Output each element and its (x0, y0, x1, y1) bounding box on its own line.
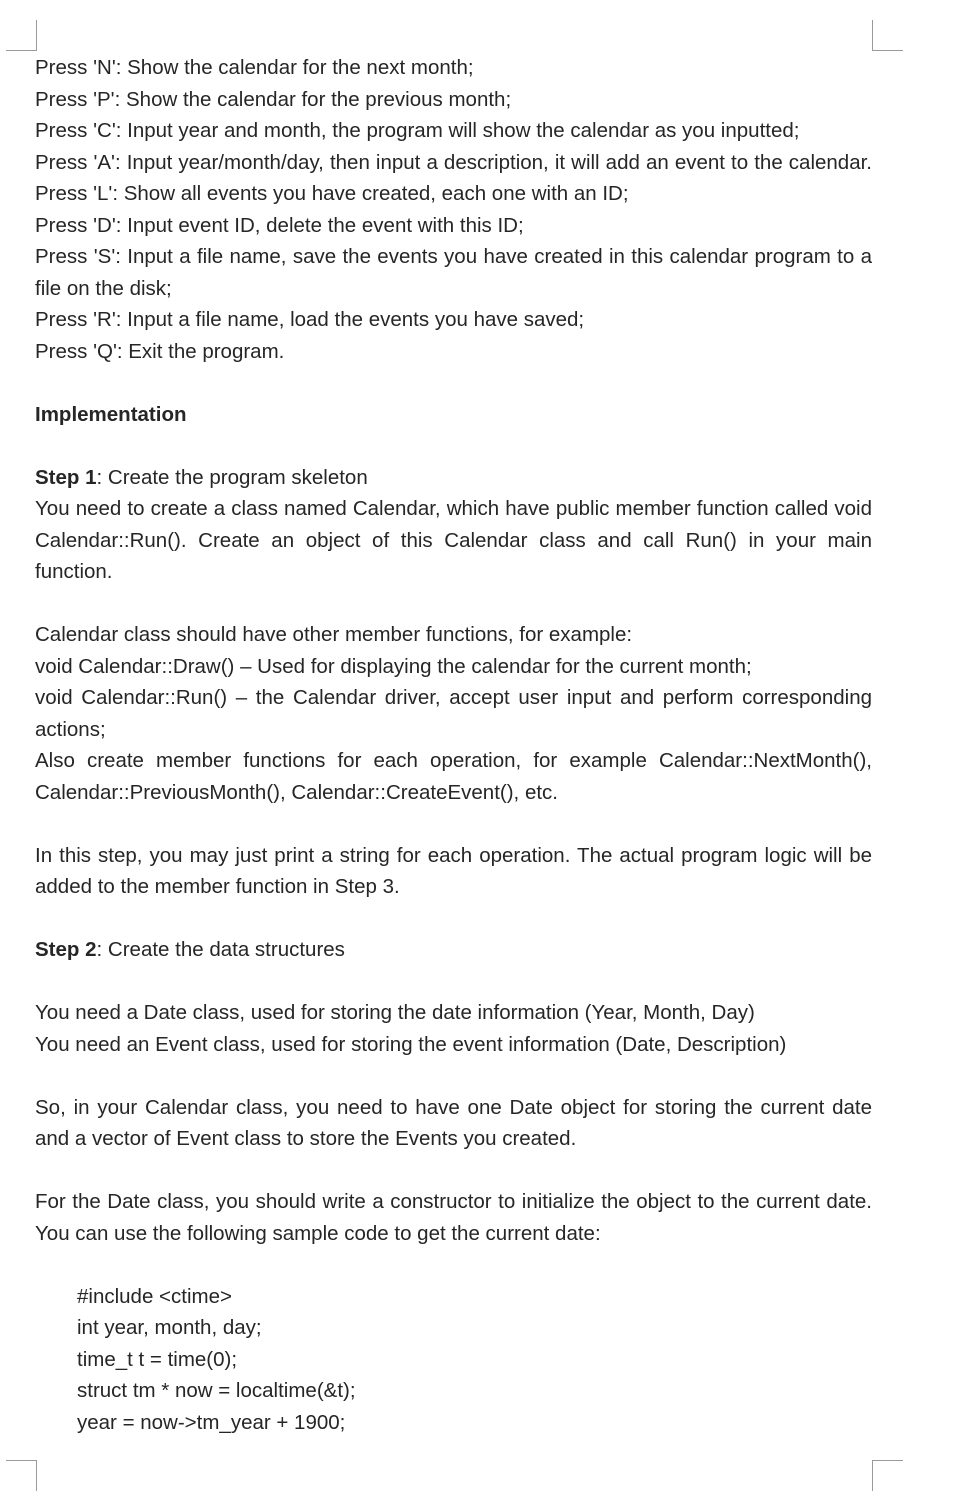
step2-heading (35, 934, 872, 966)
step1-title: : Create the program skeleton (96, 465, 368, 489)
page-corner-mark-top-right (872, 20, 903, 51)
step1-also: Also create member functions for each operation, for example Calendar::NextMonth(), Calendar::PreviousMonth(), Calendar::CreateEvent(), etc. (35, 749, 872, 804)
key-n-line: Press 'N': Show the calendar for the next month; (35, 56, 474, 79)
page-corner-mark-top-left (6, 20, 37, 51)
code-line: struct tm * now = localtime(&t); (77, 1379, 356, 1402)
step1-run: void Calendar::Run() – the Calendar driver, accept user input and perform corresponding actions; (35, 686, 872, 741)
page-corner-mark-bottom-left (6, 1460, 37, 1491)
implementation-heading: Implementation (35, 402, 187, 426)
key-c-line: Press 'C': Input year and month, the program will show the calendar as you inputted; (35, 119, 800, 142)
key-commands-list (35, 52, 872, 367)
step2-calendar-members: So, in your Calendar class, you need to have one Date object for storing the current date and a vector of Event class to store the Events you created. (35, 1095, 872, 1150)
key-q-line: Press 'Q': Exit the program. (35, 339, 285, 363)
page-corner-mark-bottom-right (872, 1460, 903, 1491)
key-p-line: Press 'P': Show the calendar for the previous month; (35, 87, 512, 111)
key-s-line: Press 'S': Input a file name, save the events you have created in this calendar program to a file on the disk; (35, 245, 872, 300)
code-line: time_t t = time(0); (77, 1347, 238, 1371)
code-line: int year, month, day; (77, 1316, 262, 1339)
step1-note: In this step, you may just print a string for each operation. The actual program logic will be added to the member function in Step 3. (35, 843, 872, 898)
step1-intro: You need to create a class named Calendar, which have public member function called void Calendar::Run(). Create an object of this Calendar class and call Run() in your main function. (35, 497, 872, 583)
step2-label: Step 2 (35, 938, 97, 961)
code-sample (35, 1281, 872, 1439)
code-line: #include <ctime> (77, 1284, 232, 1308)
step2-constructor: For the Date class, you should write a constructor to initialize the object to the current date. You can use the following sample code to get the current date: (35, 1190, 872, 1245)
step1-draw: void Calendar::Draw() – Used for displaying the calendar for the current month; (35, 654, 752, 678)
step1-heading (35, 462, 872, 494)
step2-title: : Create the data structures (96, 938, 345, 961)
step2-date-class: You need a Date class, used for storing the date information (Year, Month, Day) (35, 1001, 755, 1024)
key-d-line: Press 'D': Input event ID, delete the event with this ID; (35, 213, 524, 237)
document-page (35, 52, 872, 1438)
step2-event-class: You need an Event class, used for storing the event information (Date, Description) (35, 1032, 787, 1056)
step1-members-intro: Calendar class should have other member functions, for example: (35, 623, 633, 646)
step1-label: Step 1 (35, 465, 97, 489)
key-r-line: Press 'R': Input a file name, load the events you have saved; (35, 308, 585, 331)
key-a-l-line: Press 'A': Input year/month/day, then input a description, it will add an event to the calendar. Press 'L': Show all events you have created, each one with an ID; (35, 150, 872, 205)
code-line: year = now->tm_year + 1900; (77, 1410, 346, 1434)
